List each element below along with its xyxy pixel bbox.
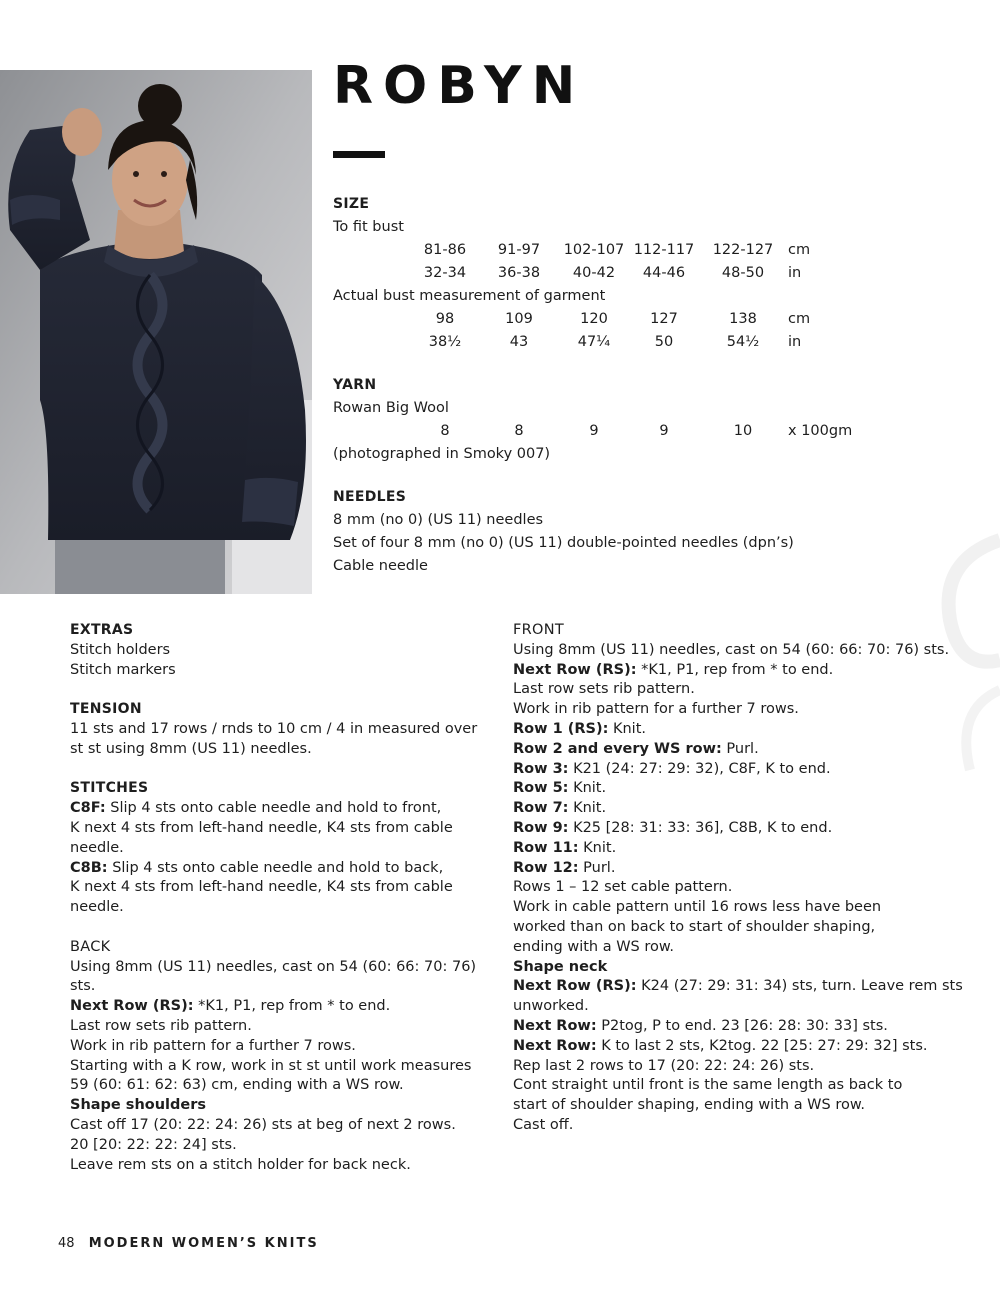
next-row-label: Next Row (RS): <box>70 998 194 1015</box>
front-line <box>513 720 963 740</box>
needle-item: Set of four 8 mm (no 0) (US 11) double-pointed needles (dpn’s) <box>333 535 794 551</box>
back-line: Starting with a K row, work in st st until work measures <box>70 1057 472 1074</box>
size-value: 54½ <box>726 334 760 350</box>
front-line <box>513 799 963 819</box>
next-row-text: *K1, P1, rep from * to end. <box>636 661 834 678</box>
needle-item: Cable needle <box>333 558 428 574</box>
extras-heading: EXTRAS <box>70 622 134 638</box>
front-line: Work in cable pattern until 16 rows less have been <box>513 899 882 916</box>
front-line <box>513 859 963 879</box>
row-text: Knit. <box>578 839 617 856</box>
size-value: 40-42 <box>572 265 616 281</box>
front-line <box>513 1037 963 1057</box>
row-label: Row 11: <box>513 839 579 856</box>
fit-cm-row <box>333 239 893 262</box>
size-value: 48-50 <box>721 265 765 281</box>
back-line: 20 [20: 22: 22: 24] sts. <box>70 1136 237 1153</box>
front-line: unworked. <box>513 998 589 1015</box>
front-line: start of shoulder shaping, ending with a WS row. <box>513 1097 865 1114</box>
fit-in-row <box>333 262 893 285</box>
size-value: 120 <box>580 311 608 327</box>
next-row-label: Next Row (RS): <box>513 661 637 678</box>
tension-heading: TENSION <box>70 701 142 718</box>
c8b-label: C8B: <box>70 859 108 876</box>
front-line <box>513 977 963 997</box>
size-value: 127 <box>650 311 678 327</box>
c8f-text: Slip 4 sts onto cable needle and hold to front, <box>105 800 442 817</box>
row-text: K25 [28: 31: 33: 36], C8B, K to end. <box>568 819 833 836</box>
c8b-text: Slip 4 sts onto cable needle and hold to back, <box>107 859 444 876</box>
yarn-name: Rowan Big Wool <box>333 400 449 416</box>
back-line: 59 (60: 61: 62: 63) cm, ending with a WS row. <box>70 1077 404 1094</box>
stitches-heading: STITCHES <box>70 780 149 797</box>
size-value: 44-46 <box>642 265 686 281</box>
row-label: Row 9: <box>513 819 569 836</box>
front-line <box>513 819 963 839</box>
row-label: Row 3: <box>513 760 569 777</box>
size-value: 50 <box>654 334 674 350</box>
unit-label: x 100gm <box>788 423 853 439</box>
c8f-line <box>70 799 495 819</box>
front-line: Cont straight until front is the same length as back to <box>513 1077 903 1094</box>
front-heading: FRONT <box>513 622 565 638</box>
c8b-line <box>70 859 495 879</box>
size-value: 109 <box>505 311 533 327</box>
c8b-line: K next 4 sts from left-hand needle, K4 sts from cable <box>70 879 453 896</box>
back-line: Work in rib pattern for a further 7 rows. <box>70 1037 356 1054</box>
size-value: 98 <box>435 311 455 327</box>
row-label: Row 5: <box>513 780 569 797</box>
next-row-text: K24 (27: 29: 31: 34) sts, turn. Leave rem sts <box>636 978 963 995</box>
actual-in-row <box>333 331 893 354</box>
page-number: 48 <box>58 1236 75 1251</box>
publication-name: MODERN WOMEN’S KNITS <box>88 1236 319 1251</box>
page-footer <box>58 1236 319 1251</box>
front-line <box>513 740 963 760</box>
size-value: 36-38 <box>497 265 541 281</box>
row-text: Knit. <box>568 780 607 797</box>
unit-label: in <box>788 265 802 281</box>
needles-heading: NEEDLES <box>333 489 407 505</box>
unit-label: in <box>788 334 802 350</box>
back-line: Last row sets rib pattern. <box>70 1017 252 1034</box>
pattern-title: ROBYN <box>333 56 586 116</box>
yarn-section <box>333 374 893 466</box>
size-value: 81-86 <box>423 242 467 258</box>
row-text: Purl. <box>578 859 616 876</box>
next-row-text: K to last 2 sts, K2tog. 22 [25: 27: 29: 32] sts. <box>596 1037 928 1054</box>
extras-item: Stitch holders <box>70 641 171 658</box>
tension-line: st st using 8mm (US 11) needles. <box>70 740 312 757</box>
size-value: 138 <box>729 311 757 327</box>
right-column <box>513 621 963 1136</box>
title-underline <box>333 151 385 158</box>
row-label: Row 2 and every WS row: <box>513 740 722 757</box>
next-row-label: Next Row: <box>513 1017 597 1034</box>
actual-cm-row <box>333 308 893 331</box>
tension-line: 11 sts and 17 rows / rnds to 10 cm / 4 in measured over <box>70 720 478 737</box>
needle-item: 8 mm (no 0) (US 11) needles <box>333 512 544 528</box>
front-line <box>513 779 963 799</box>
unit-label: cm <box>788 311 811 327</box>
yarn-amount: 8 <box>440 423 450 439</box>
front-line <box>513 760 963 780</box>
row-text: Knit. <box>608 720 647 737</box>
back-heading: BACK <box>70 938 111 955</box>
size-value: 91-97 <box>497 242 541 258</box>
next-row-text: P2tog, P to end. 23 [26: 28: 30: 33] sts. <box>596 1017 888 1034</box>
size-section <box>333 193 893 354</box>
size-value: 112-117 <box>633 242 695 258</box>
back-line: Cast off 17 (20: 22: 24: 26) sts at beg of next 2 rows. <box>70 1116 456 1133</box>
front-line: Using 8mm (US 11) needles, cast on 54 (60: 66: 70: 76) sts. <box>513 641 950 658</box>
back-line <box>70 997 495 1017</box>
yarn-amount: 9 <box>659 423 669 439</box>
next-row-text: *K1, P1, rep from * to end. <box>193 998 391 1015</box>
row-label: Row 7: <box>513 800 569 817</box>
next-row-label: Next Row: <box>513 1037 597 1054</box>
model-photo <box>0 70 312 594</box>
size-value: 32-34 <box>423 265 467 281</box>
yarn-note: (photographed in Smoky 007) <box>333 446 551 462</box>
fit-label: To fit bust <box>333 219 404 235</box>
actual-label: Actual bust measurement of garment <box>333 288 606 304</box>
front-line <box>513 661 963 681</box>
front-line: Rows 1 – 12 set cable pattern. <box>513 879 733 896</box>
c8f-label: C8F: <box>70 800 106 817</box>
back-line: Leave rem sts on a stitch holder for back neck. <box>70 1156 411 1173</box>
yarn-heading: YARN <box>333 377 377 393</box>
unit-label: cm <box>788 242 811 258</box>
front-line: worked than on back to start of shoulder shaping, <box>513 918 876 935</box>
size-heading: SIZE <box>333 196 370 212</box>
front-line: Last row sets rib pattern. <box>513 681 695 698</box>
row-label: Row 12: <box>513 859 579 876</box>
row-text: K21 (24: 27: 29: 32), C8F, K to end. <box>568 760 831 777</box>
front-line: ending with a WS row. <box>513 938 675 955</box>
front-line <box>513 1017 963 1037</box>
yarn-amount-row <box>333 420 893 443</box>
row-label: Row 1 (RS): <box>513 720 609 737</box>
yarn-amount: 8 <box>514 423 524 439</box>
needles-section <box>333 486 893 578</box>
next-row-label: Next Row (RS): <box>513 978 637 995</box>
size-value: 43 <box>509 334 529 350</box>
left-column <box>70 621 495 1175</box>
size-value: 122-127 <box>712 242 774 258</box>
size-value: 102-107 <box>563 242 625 258</box>
front-line: Cast off. <box>513 1116 574 1133</box>
back-line: Using 8mm (US 11) needles, cast on 54 (60: 66: 70: 76) sts. <box>70 958 477 995</box>
yarn-amount: 10 <box>733 423 753 439</box>
size-value: 47¼ <box>577 334 611 350</box>
c8b-line: needle. <box>70 899 124 916</box>
c8f-line: K next 4 sts from left-hand needle, K4 sts from cable <box>70 819 453 836</box>
row-text: Knit. <box>568 800 607 817</box>
c8f-line: needle. <box>70 839 124 856</box>
front-line <box>513 839 963 859</box>
row-text: Purl. <box>721 740 759 757</box>
shape-neck-heading: Shape neck <box>513 958 608 975</box>
yarn-amount: 9 <box>589 423 599 439</box>
extras-item: Stitch markers <box>70 661 176 678</box>
size-value: 38½ <box>428 334 462 350</box>
front-line: Work in rib pattern for a further 7 rows. <box>513 701 799 718</box>
front-line: Rep last 2 rows to 17 (20: 22: 24: 26) sts. <box>513 1057 815 1074</box>
shape-shoulders-heading: Shape shoulders <box>70 1097 207 1114</box>
